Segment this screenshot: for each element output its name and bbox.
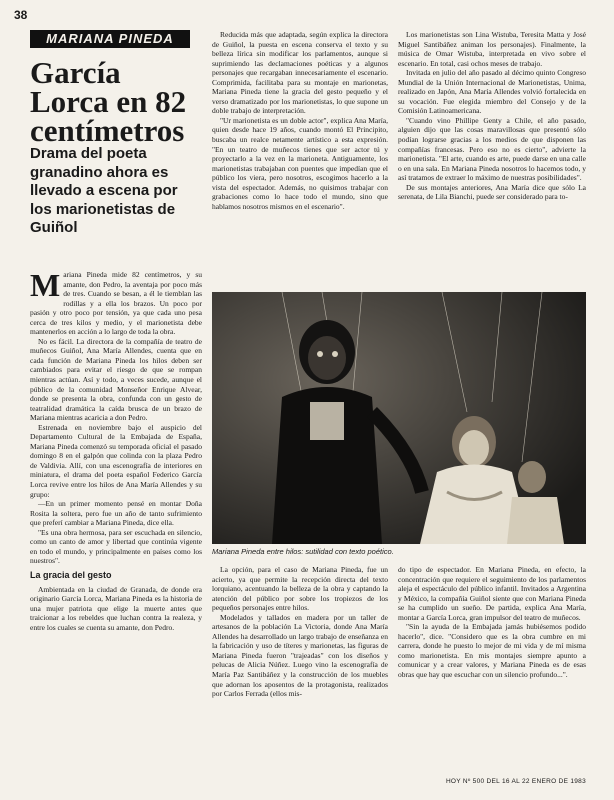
paragraph: No es fácil. La directora de la compañía de teatro de muñecos Guiñol, Ana María Allendes, cuenta que en cada función de Mariana Pineda los hilos deben ser cambiados para evitar el riesgo de que se rompan mientras actúan. Así y todo, a veces sucede, aunque el público de la comunidad Monseñor Enrique Alvear, donde se presenta la obra, confunda con un gesto de teatralidad dramática la caída brusca de un brazo de Mariana mientras acaricia a don Pedro. (30, 336, 202, 423)
article-column-2-bottom (212, 565, 388, 787)
marionette-photo (212, 292, 586, 544)
lead-text: ariana Pineda mide 82 centímetros, y su amante, don Pedro, la aventaja por poco más de tres. Cuando se besan, a él le tiemblan las rodillas y a ella los brazos. Un poco por pasión y otro poco por tensión, ya que cada uno pesa cerca de tres kilos y medio, y el marionetista debe mantenerlos en acción a lo largo de toda la obra. (30, 270, 202, 337)
paragraph: Modelados y tallados en madera por un taller de artesanos de la población La Victoria, donde Ana María Allendes ha desarrollado un largo trabajo de enseñanza en la fabricación y uso de títeres y marionetas, las figuras de Mariana Pineda fueron "trajeadas" con los diseños y pelucas de Alicia Núñez. Luego vino la escenografía de María Paz Santibáñez y la construcción de los muebles que adornan los aposentos de la protagonista, realizados por Carlos Ferrada (ellos mis- (212, 612, 388, 699)
paragraph: "Ur marionetista es un doble actor", explica Ana María, quien desde hace 19 años, cuando montó El Principito, buscaba un realce netamente artístico a esta expresión. "En un teatro de muñecos tienes que ser actor tú y proyectarlo a la vez en la marioneta. Antiguamente, los marionetistas trabajaban con puentes que impedían que el público los viera, pero nosotros, escogimos hacerlo a la vista del espectador. Además, no quisimos trabajar con grabaciones como lo hace todo el mundo, sino que hablamos nosotros mismos en el escenario". (212, 115, 388, 211)
drop-cap: M (30, 270, 61, 303)
paragraph: Estrenada en noviembre bajo el auspicio del Departamento Cultural de la Embajada de España, Mariana Pineda comenzó su temporada oficial el pasado domingo 8 en el galpón que colinda con la plaza Pedro de Valdivia. Allí, con una escenografía de interiores en miniatura, el drama del poeta español Federico García Lorca revive entre los hilos de Ana María Allendes y su grupo: (30, 422, 202, 499)
page-number: 38 (14, 8, 28, 22)
subheadline: Drama del poeta granadino ahora es llevado a escena por los marionetistas de Guiñol (30, 145, 178, 236)
article-column-1 (30, 270, 202, 786)
paragraph: Ambientada en la ciudad de Granada, de donde era originario García Lorca, Mariana Pineda es la historia de una mujer patriota que elige la muerte antes que traicionar a los rebeldes que luchan contra la realeza, y entre los cuales se cuenta su amante, don Pedro. (30, 584, 202, 632)
paragraph: "Es una obra hermosa, para ser escuchada en silencio, como un canto de amor y libertad que continúa vigente en todo el mundo, y principalmente en países como los nuestros". (30, 527, 202, 566)
article-column-2-top (212, 30, 388, 286)
paragraph: La opción, para el caso de Mariana Pineda, fue un acierto, ya que permite la recepción directa del texto lorquiano, acentuando la belleza de la obra y captando la atención del público por sobre los tropiezos de los pequeños personajes entre hilos. (212, 565, 388, 613)
article-column-3-top (398, 30, 586, 286)
paragraph: Reducida más que adaptada, según explica la directora de Guiñol, la puesta en escena conserva el texto y su belleza lírica sin modificar los parlamentos, aunque si suprimiendo las declamaciones poéticas y a algunos personajes que recargaban innecesariamente el escenario. Comprimida, facilitaba para su montaje en marionetas, Mariana Pineda tiene la gracia del gesto pequeño y el verso dramatizado por los marionetistas, lo que supone un doble trabajo de interpretación. (212, 30, 388, 116)
marionette-photo-illustration (212, 292, 586, 544)
paragraph: De sus montajes anteriores, Ana María dice que sólo La serenata, de Lila Bianchi, puede ser considerado para to- (398, 182, 586, 202)
paragraph: —En un primer momento pensé en montar Doña Rosita la soltera, pero fue un año de tanto sufrimiento que preferí cambiar a Mariana Pineda, dice ella. (30, 499, 202, 528)
paragraph: "Cuando vino Phillipe Genty a Chile, el año pasado, alguien dijo que las cosas maravillosas que presentó sólo podían lograrse gracias a los medios de que disponen las compañías francesas. Pero eso no es cierto", advierte la marionetista. "El arte, cuando es arte, puede darse en una calle o en una sala. En Mariana Pineda nosotros lo hacemos todo, y así tratamos de extraer lo máximo de nuestras posibilidades". (398, 115, 586, 183)
section-banner: MARIANA PINEDA (30, 30, 190, 48)
section-subhead: La gracia del gesto (30, 569, 112, 580)
headline: García Lorca en 82 centímetros (30, 55, 187, 148)
paragraph: Invitada en julio del año pasado al décimo quinto Congreso Mundial de la Unión Internacional de Marionetistas, Unima, realizado en Japón, Ana María Allendes volvió fortalecida en su vocación. Fue elegida miembro del Consejo y de la Comisión Latinoamericana. (398, 68, 586, 116)
paragraph: "Sin la ayuda de la Embajada jamás hubiésemos podido hacerlo", dice. "Considero que es la obra cumbre en mi carrera, donde he puesto lo mejor de mi vida y de mí misma como marionetista. En mis montajes siempre apunto a comunicar y a crear valores, y Mariana Pineda es de esas obras que hay que escuchar con un silencio profundo...". (398, 622, 586, 680)
photo-caption: Mariana Pineda entre hilos: sutilidad con texto poético. (212, 547, 394, 556)
paragraph: Los marionetistas son Lina Wistuba, Teresita Matta y José Miguel Santibáñez animan los personajes). Finalmente, la música de Omar Wistuba, interpretada en vivo sobre el escenario. En total, casi ochos meses de trabajo. (398, 30, 586, 68)
article-column-3-bottom (398, 565, 586, 770)
page-footer: HOY Nº 500 DEL 16 AL 22 ENERO DE 1983 (445, 778, 586, 785)
paragraph-lead (30, 270, 202, 337)
paragraph: do tipo de espectador. En Mariana Pineda, en efecto, la concentración que requiere el seguimiento de los parlamentos aleja el espectáculo del público infantil. Invitados a Argentina y México, la compañía Guiñol siente que con Mariana Pineda se ha cumplido un sueño. De partida, explica Ana María, montar a García Lorca, gran impulsor del teatro de muñecos. (398, 565, 586, 622)
